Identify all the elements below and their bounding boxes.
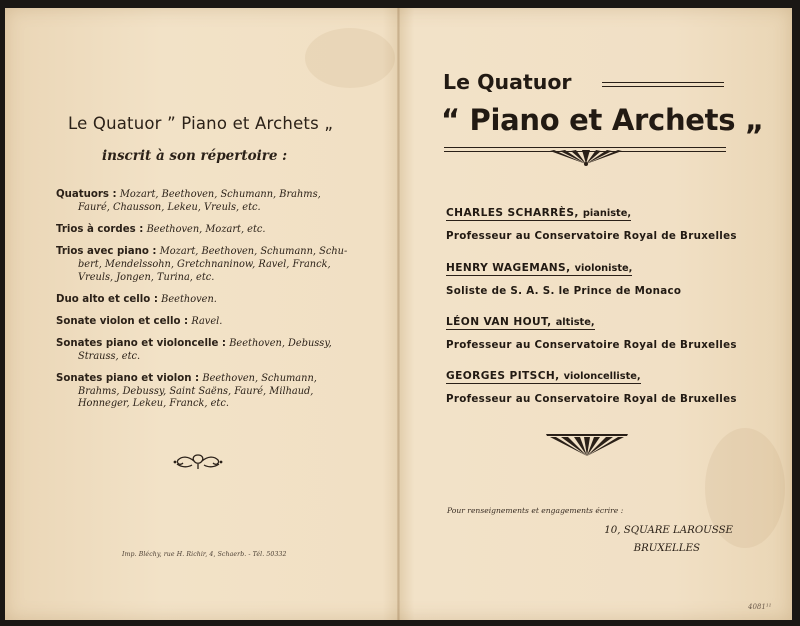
repertoire-category: Trios à cordes : (56, 223, 144, 235)
list-item (56, 224, 352, 237)
fleuron-ornament-icon (172, 452, 224, 470)
address-street: 10, SQUARE LAROUSSE (604, 525, 733, 536)
member-name-line (446, 316, 595, 330)
member-name-line (446, 262, 632, 276)
fan-ornament-bottom-icon (546, 432, 628, 458)
list-item (56, 189, 352, 214)
list-item (56, 246, 352, 284)
repertoire-composers: Beethoven. (161, 293, 217, 305)
left-panel-title: Le Quatuor ” Piano et Archets „ (68, 114, 334, 133)
member-name: GEORGES PITSCH, (446, 370, 560, 382)
member-name: CHARLES SCHARRÈS, (446, 207, 579, 219)
member-name: LÉON VAN HOUT, (446, 316, 552, 328)
repertoire-composers: Mozart, Beethoven, Schumann, Brahms, Fauré, Chausson, Lekeu, Vreuls, etc. (78, 189, 321, 213)
repertoire-category: Sonates piano et violon : (56, 373, 200, 385)
repertoire-category: Trios avec piano : (56, 246, 157, 258)
repertoire-composers: Beethoven, Schumann, Brahms, Debussy, Saint Saëns, Fauré, Milhaud, Honneger, Lekeu, Franck, etc. (78, 373, 317, 410)
repertoire-composers: Ravel. (191, 315, 223, 327)
list-item (56, 373, 352, 411)
ensemble-name: “ Piano et Archets „ (441, 103, 764, 137)
printer-imprint: Imp. Bléchy, rue H. Richir, 4, Schaerb. - Tél. 50332 (122, 551, 287, 558)
member-title: Professeur au Conservatoire Royal de Bruxelles (446, 339, 737, 351)
repertoire-composers: Mozart, Beethoven, Schumann, Schu-bert, Mendelssohn, Gretchnaninow, Ravel, Franck, Vreuls, Jongen, Turina, etc. (78, 246, 348, 283)
member-cellist (446, 364, 746, 405)
member-violinist (446, 256, 746, 297)
member-instrument: altiste, (555, 317, 595, 328)
member-instrument: pianiste, (582, 208, 632, 219)
archive-number: 4081¹¹ (748, 603, 772, 611)
repertoire-category: Sonate violon et cello : (56, 315, 189, 327)
address-city: BRUXELLES (633, 543, 700, 554)
paper-stain (305, 28, 395, 88)
member-instrument: violoniste, (574, 263, 633, 274)
repertoire-list (56, 189, 352, 421)
member-title: Professeur au Conservatoire Royal de Bruxelles (446, 230, 737, 242)
title-rule (602, 82, 724, 87)
repertoire-composers: Beethoven, Mozart, etc. (146, 223, 266, 235)
repertoire-category: Quatuors : (56, 189, 117, 200)
member-name-line (446, 370, 641, 384)
member-name-line (446, 207, 631, 221)
member-pianist (446, 201, 746, 242)
list-item (56, 316, 352, 329)
repertoire-category: Duo alto et cello : (56, 293, 158, 305)
member-violist (446, 310, 746, 351)
contact-address (598, 522, 733, 558)
list-item (56, 294, 352, 307)
member-title: Professeur au Conservatoire Royal de Bruxelles (446, 393, 737, 405)
repertoire-category: Sonates piano et violoncelle : (56, 338, 226, 350)
member-title: Soliste de S. A. S. le Prince de Monaco (446, 285, 682, 297)
contact-intro: Pour renseignements et engagements écrire : (447, 506, 624, 515)
member-instrument: violoncelliste, (563, 371, 641, 382)
right-quatuor-heading: Le Quatuor (443, 70, 572, 94)
repertoire-subtitle: inscrit à son répertoire : (102, 148, 288, 164)
fan-ornament-icon (548, 150, 624, 166)
repertoire-composers: Beethoven, Debussy, Strauss, etc. (78, 338, 332, 362)
member-name: HENRY WAGEMANS, (446, 262, 571, 274)
list-item (56, 338, 352, 363)
center-fold (397, 8, 400, 620)
